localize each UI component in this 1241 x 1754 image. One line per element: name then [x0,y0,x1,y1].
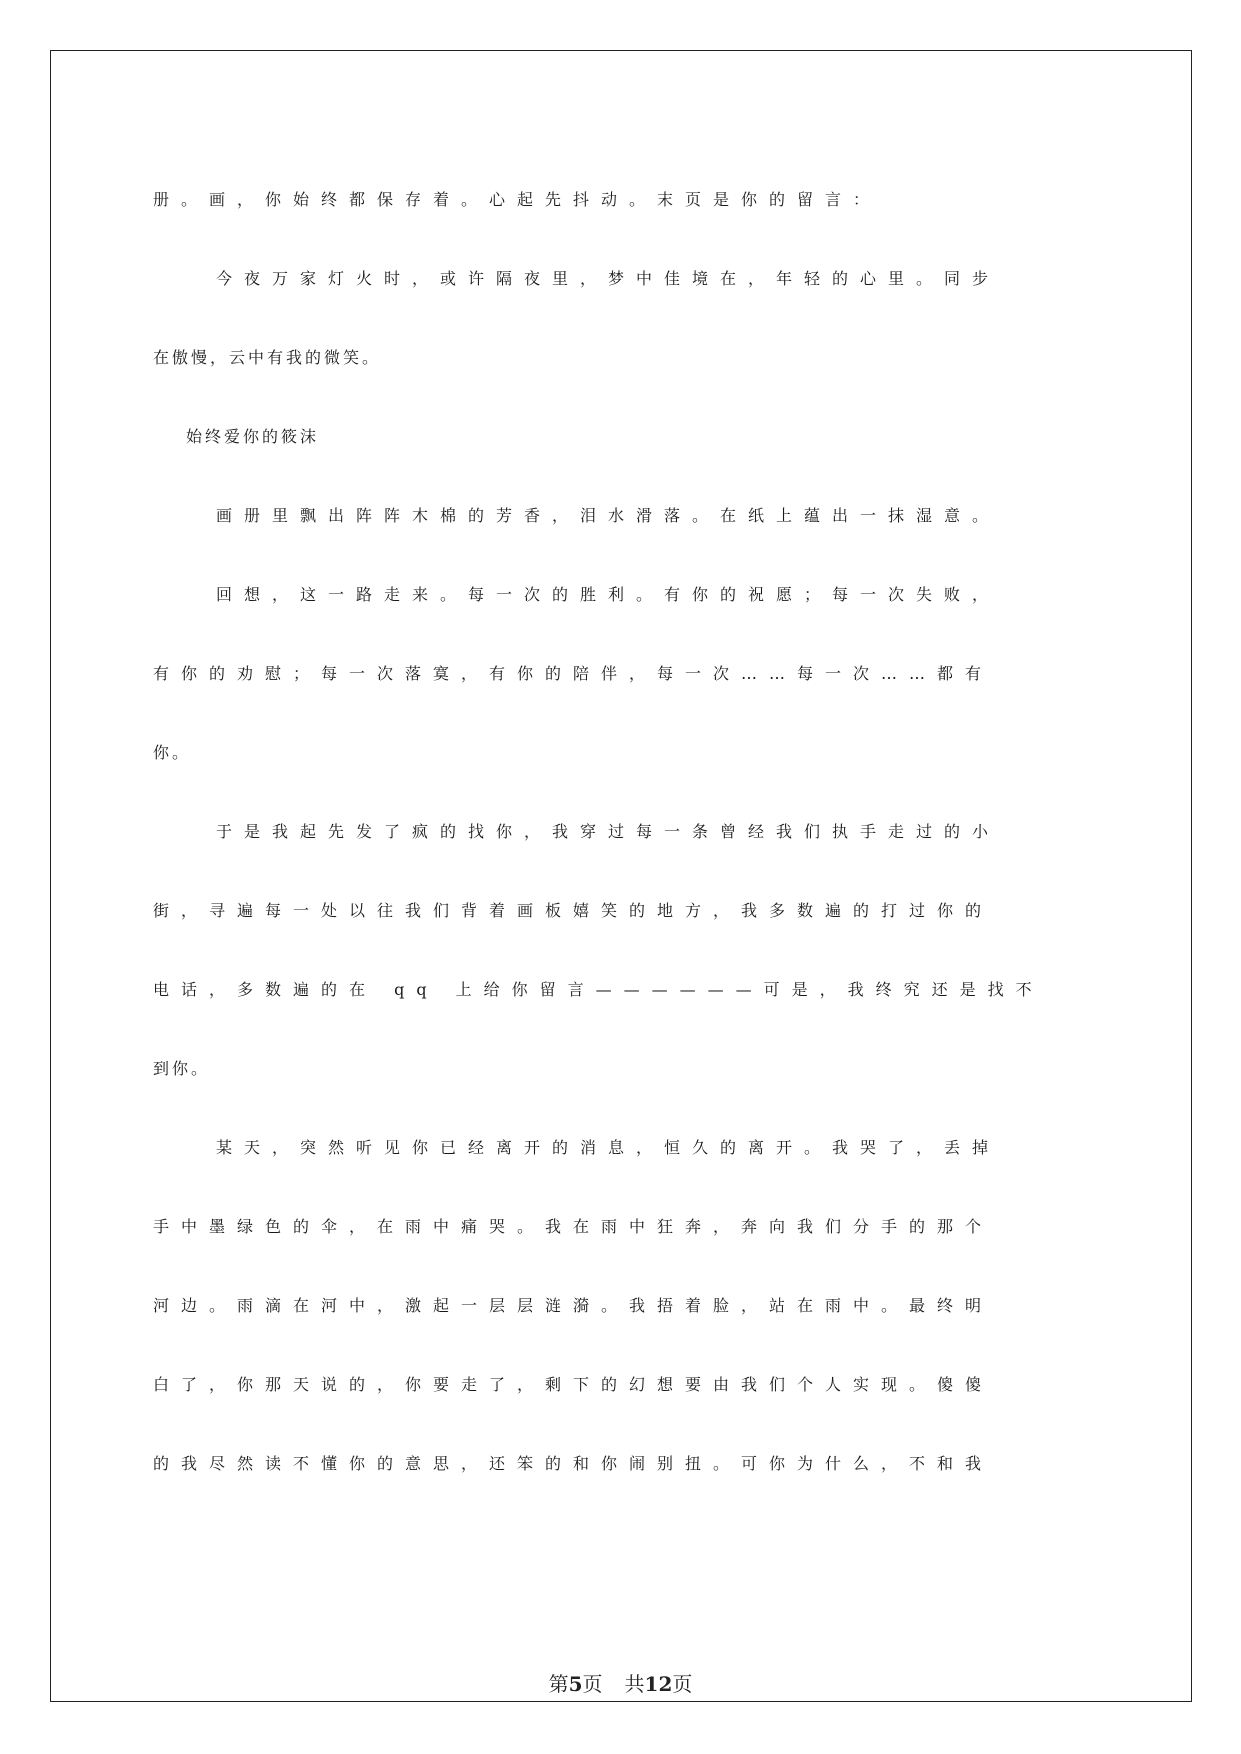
text-line: 画册里飘出阵阵木棉的芳香，泪水滑落。在纸上蕴出一抹湿意。 [216,506,1001,525]
footer-prefix: 第 [548,1672,569,1696]
text-line: 手中墨绿色的伞，在雨中痛哭。我在雨中狂奔，奔向我们分手的那个 [153,1217,994,1236]
text-line: 今夜万家灯火时，或许隔夜里，梦中佳境在，年轻的心里。同步 [216,269,1001,288]
footer-total-prefix: 共 [624,1672,645,1696]
footer-total-suffix: 页 [672,1672,693,1696]
text-line: 电话，多数遍的在 qq 上给你留言——————可是，我终究还是找不 [153,980,1044,999]
text-line: 你。 [153,743,192,762]
signature-line: 始终爱你的筱沫 [186,427,320,446]
text-line: 的我尽然读不懂你的意思，还笨的和你闹别扭。可你为什么，不和我 [153,1454,994,1473]
text-line: 街，寻遍每一处以往我们背着画板嬉笑的地方，我多数遍的打过你的 [153,901,994,920]
total-pages: 12 [644,1672,673,1696]
page-number: 5 [568,1672,583,1696]
text-line: 于是我起先发了疯的找你，我穿过每一条曾经我们执手走过的小 [216,822,1001,841]
document-body [153,160,1093,1503]
text-line: 河边。雨滴在河中，激起一层层涟漪。我捂着脸，站在雨中。最终明 [153,1296,994,1315]
text-line: 白了，你那天说的，你要走了，剩下的幻想要由我们个人实现。傻傻 [153,1375,994,1394]
text-line: 某天，突然听见你已经离开的消息，恒久的离开。我哭了，丢掉 [216,1138,1001,1157]
text-line: 回想，这一路走来。每一次的胜利。有你的祝愿；每一次失败， [216,585,1001,604]
text-line: 有你的劝慰；每一次落寞，有你的陪伴，每一次……每一次……都有 [153,664,994,683]
page-footer [0,1668,1241,1697]
text-line: 在傲慢，云中有我的微笑。 [153,348,382,367]
text-line: 册。画，你始终都保存着。心起先抖动。末页是你的留言： [153,190,882,209]
text-line: 到你。 [153,1059,211,1078]
footer-page-suffix: 页 [582,1672,603,1696]
